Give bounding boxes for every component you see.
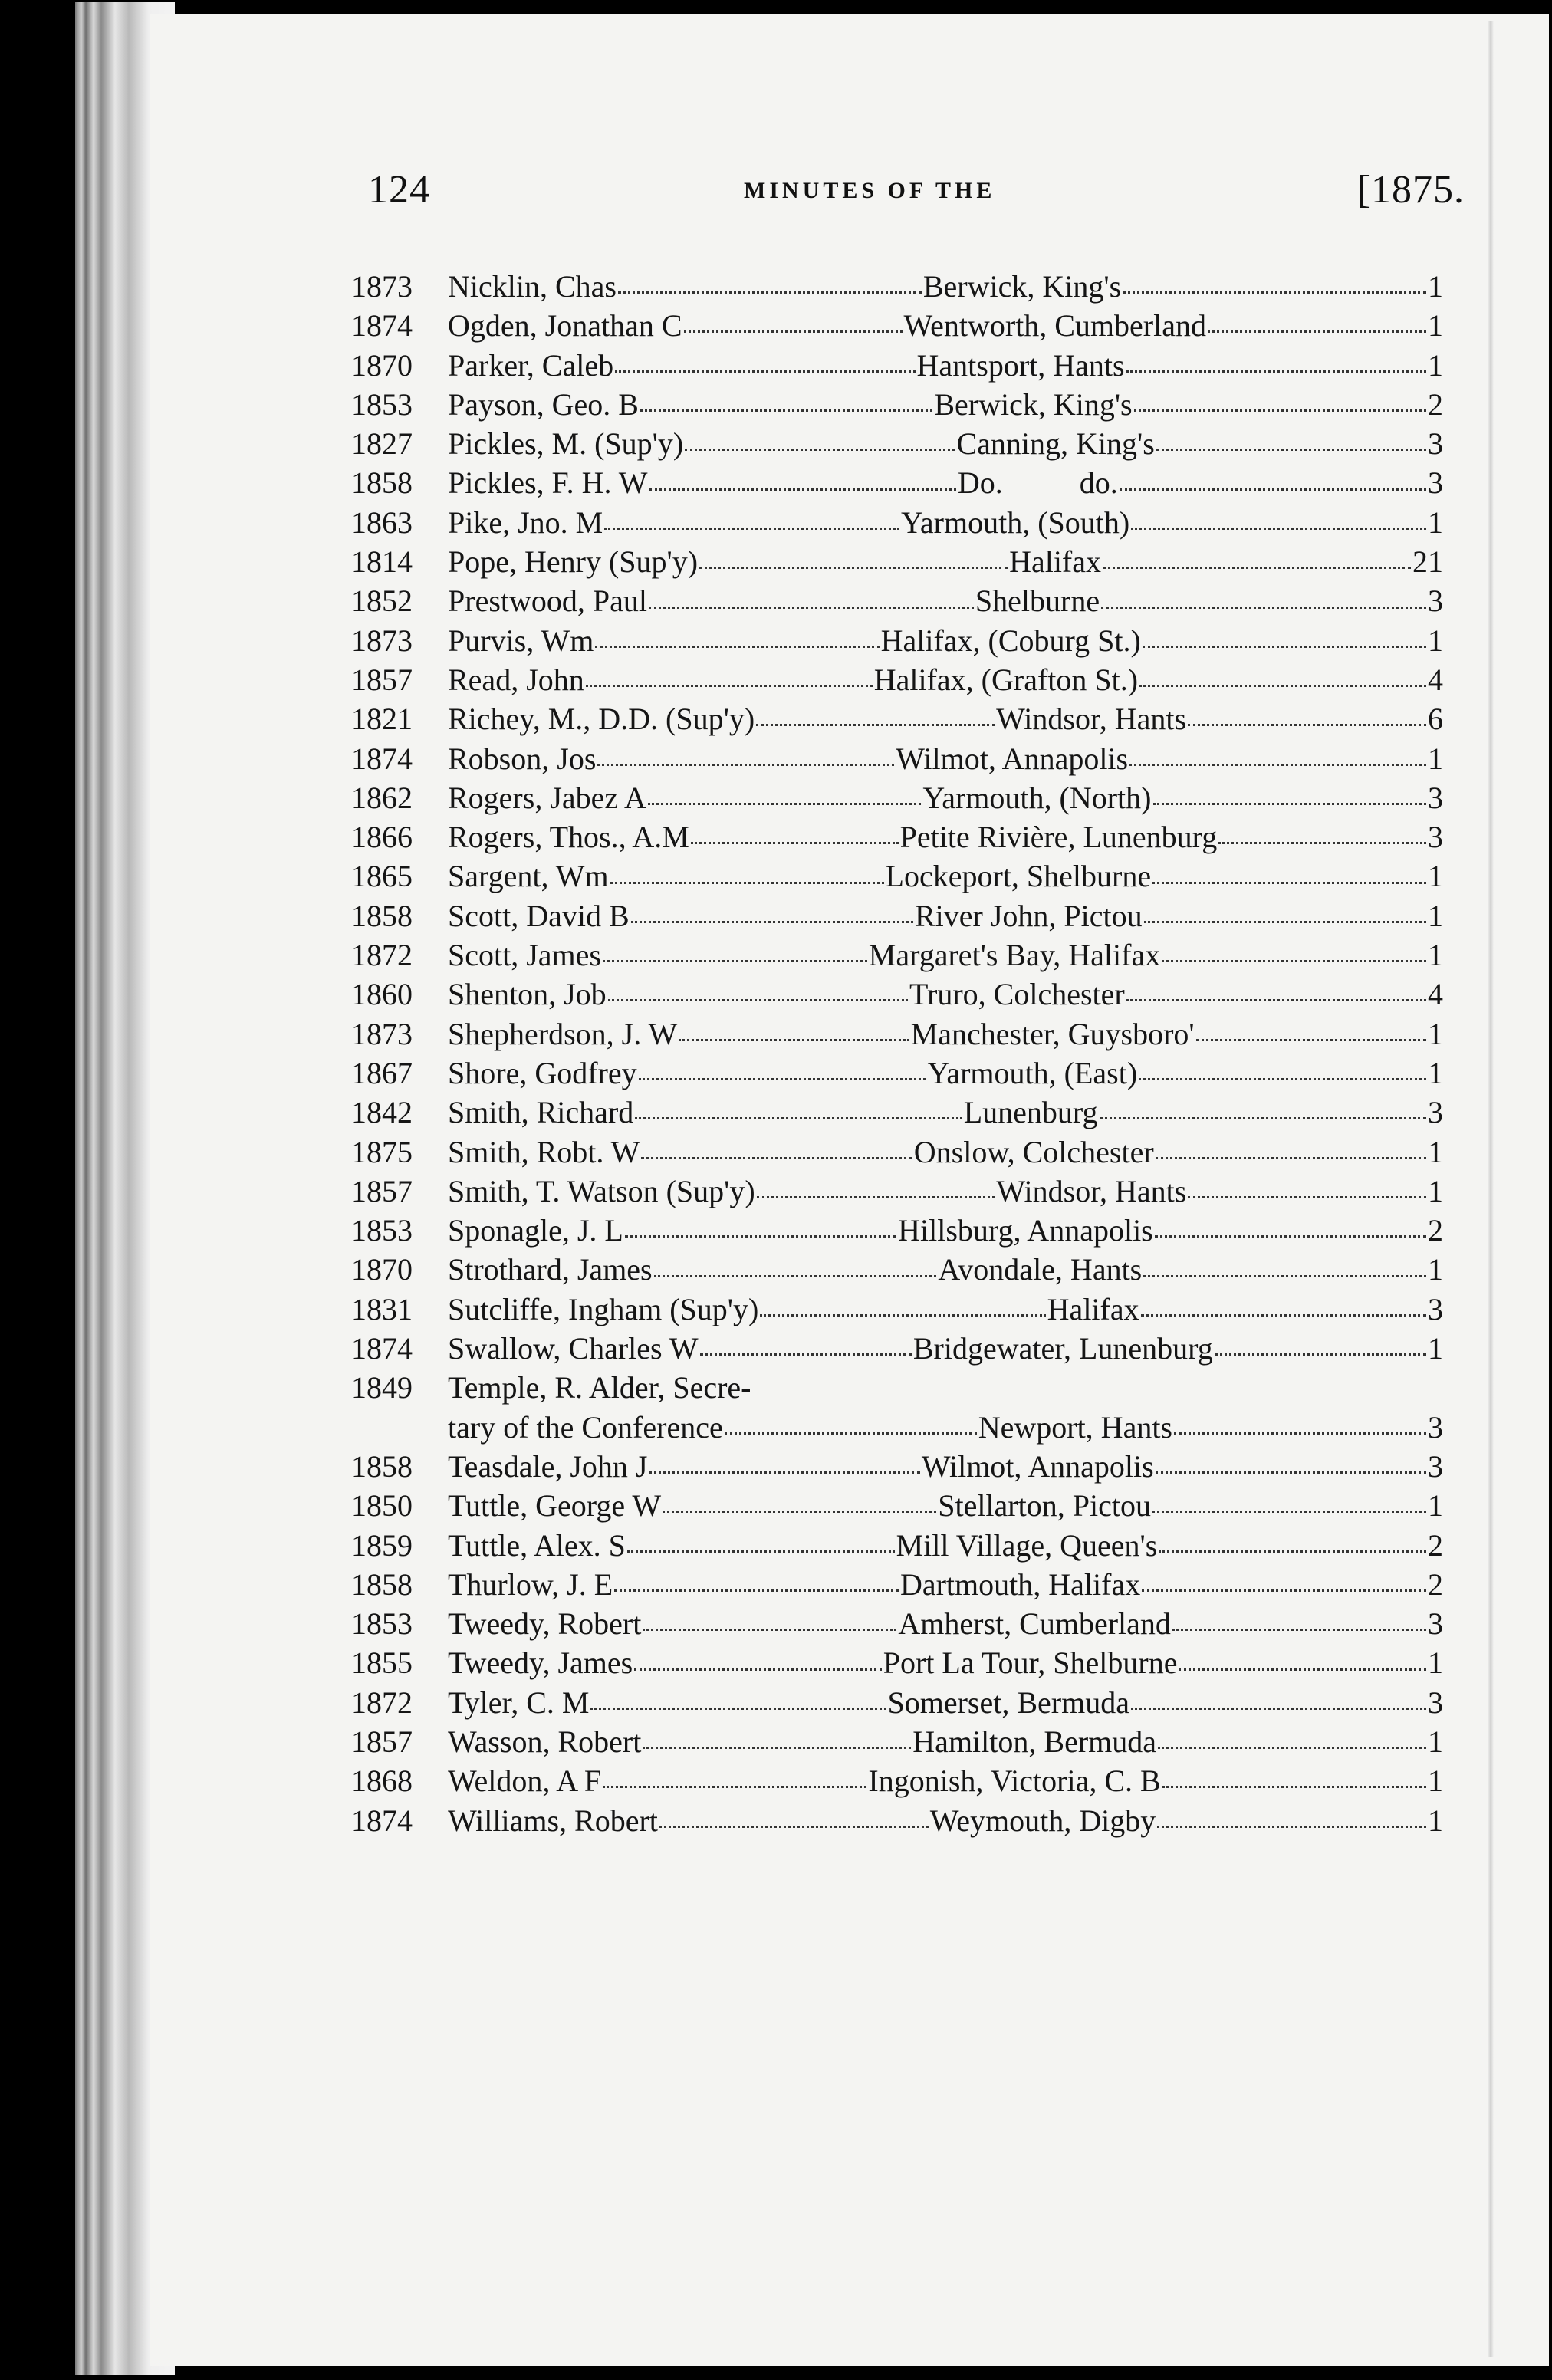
list-item (351, 1565, 1443, 1604)
years-count: 2 (1428, 1213, 1443, 1248)
minister-name: Tweedy, James (448, 1645, 633, 1681)
dot-leader (1100, 1117, 1427, 1119)
list-item (351, 542, 1443, 581)
dot-leader (1162, 960, 1426, 962)
dot-leader (603, 960, 867, 962)
years-count: 1 (1428, 1724, 1443, 1759)
years-count: 3 (1428, 1409, 1443, 1445)
station-name: Yarmouth, (East) (927, 1055, 1138, 1090)
station-name: Bridgewater, Lunenburg (912, 1331, 1213, 1366)
dot-leader (627, 1550, 895, 1553)
list-item (351, 385, 1443, 424)
dot-leader (595, 646, 879, 648)
dot-leader (603, 1786, 866, 1788)
dot-leader (604, 528, 899, 530)
minister-name: Pope, Henry (Sup'y) (448, 544, 699, 580)
entry-year: 1814 (351, 544, 413, 580)
minister-name: Pickles, M. (Sup'y) (448, 426, 684, 462)
station-name: Amherst, Cumberland (898, 1606, 1171, 1642)
station-name: Hillsburg, Annapolis (898, 1213, 1153, 1248)
years-count: 4 (1428, 977, 1444, 1012)
dot-leader (1155, 1235, 1426, 1238)
list-item (351, 1014, 1443, 1054)
years-count: 1 (1428, 938, 1443, 973)
entry-year: 1862 (351, 780, 413, 815)
dot-leader (1143, 646, 1426, 648)
minister-name: Sponagle, J. L (448, 1213, 623, 1248)
station-name: Yarmouth, (South) (901, 505, 1130, 540)
minister-name: Smith, Robt. W (448, 1134, 640, 1169)
station-name: Wilmot, Annapolis (921, 1448, 1154, 1484)
minister-name: Temple, R. Alder, Secre- (448, 1370, 751, 1405)
years-count: 1 (1428, 1645, 1443, 1681)
dot-leader (634, 1668, 882, 1671)
minister-name: Tweedy, Robert (448, 1606, 642, 1642)
dot-leader (1131, 528, 1426, 530)
minister-name: Rogers, Thos., A.M (448, 820, 689, 855)
list-item (351, 1172, 1443, 1211)
station-name: Truro, Colchester (909, 977, 1125, 1012)
list-item (351, 1132, 1443, 1172)
station-name: Wilmot, Annapolis (896, 741, 1129, 776)
entry-year: 1860 (351, 977, 413, 1012)
entry-year: 1831 (351, 1291, 413, 1326)
list-item (351, 1250, 1443, 1289)
station-name: Stellarton, Pictou (938, 1488, 1151, 1524)
dot-leader (643, 1629, 896, 1631)
minister-name: Williams, Robert (448, 1803, 658, 1838)
station-name: Halifax (1047, 1291, 1139, 1326)
minister-name: Swallow, Charles W (448, 1331, 699, 1366)
dot-leader (756, 724, 995, 726)
entry-year: 1873 (351, 623, 413, 658)
list-item (351, 935, 1443, 975)
minister-name: Smith, Richard (448, 1095, 634, 1130)
station-name: Yarmouth, (North) (922, 780, 1152, 815)
years-count: 1 (1428, 347, 1444, 383)
years-count: 3 (1428, 1291, 1443, 1326)
entry-year: 1872 (351, 1685, 413, 1720)
running-title: MINUTES OF THE (744, 178, 996, 203)
years-count: 3 (1428, 1606, 1443, 1642)
station-name: Windsor, Hants (996, 1173, 1187, 1208)
dot-leader (625, 1235, 896, 1238)
dot-leader (1172, 1629, 1426, 1631)
list-item (351, 778, 1443, 817)
years-count: 1 (1428, 741, 1444, 776)
dot-leader (615, 370, 915, 373)
entry-year: 1858 (351, 1566, 413, 1602)
dot-leader (648, 803, 922, 805)
years-count: 1 (1428, 1488, 1444, 1524)
entry-year: 1858 (351, 898, 413, 933)
header-year: [1875. (1356, 168, 1465, 212)
ministers-list (351, 267, 1443, 1840)
station-name: Hantsport, Hants (916, 347, 1125, 383)
list-item (351, 817, 1443, 856)
station-name: Shelburne (975, 583, 1100, 619)
station-name: Halifax, (Coburg St.) (880, 623, 1141, 658)
list-item (351, 463, 1443, 502)
years-count: 4 (1428, 662, 1444, 697)
station-name: Somerset, Bermuda (887, 1685, 1129, 1720)
entry-year: 1867 (351, 1055, 413, 1090)
list-item (351, 1054, 1443, 1093)
minister-name: Ogden, Jonathan C (448, 308, 682, 344)
minister-name: Sutcliffe, Ingham (Sup'y) (448, 1291, 759, 1326)
years-count: 21 (1412, 544, 1444, 580)
dot-leader (1152, 1511, 1426, 1513)
list-item (351, 346, 1443, 385)
entry-year: 1873 (351, 269, 413, 304)
entry-year: 1868 (351, 1764, 413, 1799)
list-item (351, 1093, 1443, 1132)
dot-leader (1158, 1747, 1426, 1749)
years-count: 1 (1428, 623, 1444, 658)
dot-leader (1129, 764, 1426, 766)
entry-year: 1855 (351, 1645, 413, 1681)
station-name: Berwick, King's (922, 269, 1122, 304)
entry-year: 1827 (351, 426, 413, 462)
dot-leader (1208, 330, 1426, 333)
years-count: 1 (1428, 1803, 1443, 1838)
station-name: Lunenburg (963, 1095, 1098, 1130)
entry-year: 1874 (351, 1331, 413, 1366)
station-name: Halifax (1009, 544, 1102, 580)
dot-leader (1141, 1314, 1426, 1317)
station-name: Manchester, Guysboro' (910, 1016, 1195, 1051)
minister-name: Shenton, Job (448, 977, 607, 1012)
minister-name: Richey, M., D.D. (Sup'y) (448, 702, 755, 737)
list-item (351, 739, 1443, 778)
list-item (351, 1211, 1443, 1250)
entry-year: 1859 (351, 1527, 413, 1563)
dot-leader (1157, 1826, 1426, 1828)
years-count: 1 (1428, 269, 1444, 304)
years-count: 1 (1428, 308, 1443, 344)
years-count: 3 (1428, 426, 1444, 462)
entry-year: 1866 (351, 820, 413, 855)
list-item (351, 503, 1443, 542)
minister-name: Purvis, Wm (448, 623, 594, 658)
dot-leader (631, 921, 913, 923)
list-item (351, 1683, 1443, 1722)
list-item (351, 1329, 1443, 1368)
dot-leader (1152, 882, 1426, 884)
dot-leader (1196, 1039, 1426, 1041)
entry-year: 1872 (351, 938, 413, 973)
station-name: Halifax, (Grafton St.) (873, 662, 1139, 697)
dot-leader (1162, 1786, 1426, 1788)
dot-leader (1188, 1196, 1426, 1198)
years-count: 1 (1428, 898, 1443, 933)
years-count: 3 (1428, 583, 1443, 619)
dot-leader (757, 1196, 995, 1198)
list-item (351, 896, 1443, 935)
entry-year: 1865 (351, 859, 413, 894)
dot-leader (635, 1117, 962, 1119)
dot-leader (643, 1747, 911, 1749)
dot-leader (1179, 1668, 1426, 1671)
minister-name: Read, John (448, 662, 584, 697)
minister-name: Tyler, C. M (448, 1685, 590, 1720)
station-name: Weymouth, Digby (929, 1803, 1156, 1838)
dot-leader (1131, 1708, 1426, 1710)
minister-name: Robson, Jos (448, 741, 597, 776)
dot-leader (685, 449, 955, 451)
minister-name: Scott, James (448, 938, 601, 973)
station-name: Wentworth, Cumberland (903, 308, 1206, 344)
entry-year: 1853 (351, 1606, 413, 1642)
minister-name: Rogers, Jabez A (448, 780, 646, 815)
list-item (351, 856, 1443, 896)
dot-leader (1134, 409, 1426, 412)
dot-leader (1188, 724, 1426, 726)
years-count: 1 (1428, 1331, 1444, 1366)
station-name: Lockeport, Shelburne (885, 859, 1152, 894)
years-count: 1 (1428, 1252, 1444, 1287)
dot-leader (1139, 685, 1426, 687)
dot-leader (608, 999, 908, 1001)
years-count: 3 (1428, 465, 1443, 501)
dot-leader (700, 1353, 912, 1356)
years-count: 2 (1428, 1566, 1443, 1602)
station-name: River John, Pictou (915, 898, 1143, 933)
years-count: 3 (1428, 780, 1444, 815)
entry-year: 1870 (351, 347, 413, 383)
station-name: Port La Tour, Shelburne (883, 1645, 1178, 1681)
minister-name: Smith, T. Watson (Sup'y) (448, 1173, 755, 1208)
list-item (351, 1643, 1443, 1682)
list-item (351, 267, 1443, 306)
dot-leader (1103, 567, 1411, 569)
entry-year: 1842 (351, 1095, 413, 1130)
page-number: 124 (368, 168, 430, 212)
years-count: 2 (1428, 386, 1444, 422)
minister-name: Weldon, A F (448, 1764, 602, 1799)
entry-year: 1858 (351, 1448, 413, 1484)
station-name: Mill Village, Queen's (896, 1527, 1158, 1563)
years-count: 3 (1428, 1095, 1444, 1130)
entry-year: 1858 (351, 465, 413, 501)
dot-leader (1156, 1157, 1426, 1159)
station-name: Ingonish, Victoria, C. B (868, 1764, 1161, 1799)
minister-name: Shepherdson, J. W (448, 1016, 678, 1051)
dot-leader (1174, 1432, 1426, 1435)
minister-name: Tuttle, Alex. S (448, 1527, 626, 1563)
dot-leader (1101, 607, 1426, 609)
years-count: 1 (1428, 505, 1443, 540)
minister-name: Strothard, James (448, 1252, 653, 1287)
station-name: Newport, Hants (978, 1409, 1172, 1445)
list-item (351, 1801, 1443, 1840)
entry-year: 1863 (351, 505, 413, 540)
dot-leader (1153, 803, 1427, 805)
minister-name: Sargent, Wm (448, 859, 609, 894)
list-item (351, 1290, 1443, 1329)
station-name: Hamilton, Bermuda (912, 1724, 1157, 1759)
entry-year: 1873 (351, 1016, 413, 1051)
years-count: 3 (1428, 1685, 1444, 1720)
dot-leader (649, 607, 974, 609)
list-item (351, 1408, 1443, 1447)
list-item (351, 1486, 1443, 1525)
list-item (351, 581, 1443, 620)
minister-name: Prestwood, Paul (448, 583, 647, 619)
dot-leader (1142, 1589, 1426, 1592)
station-name: Avondale, Hants (938, 1252, 1143, 1287)
list-item (351, 306, 1443, 345)
dot-leader (691, 842, 899, 844)
entry-year: 1821 (351, 702, 413, 737)
entry-year: 1857 (351, 662, 413, 697)
dot-leader (597, 764, 894, 766)
dot-leader (1156, 1471, 1426, 1474)
dot-leader (1215, 1353, 1426, 1356)
entry-year: 1874 (351, 741, 413, 776)
dot-leader (1126, 999, 1426, 1001)
minister-name: Thurlow, J. E (448, 1566, 613, 1602)
dot-leader (684, 330, 903, 333)
dot-leader (1144, 921, 1426, 923)
years-count: 1 (1428, 1173, 1443, 1208)
entry-year: 1857 (351, 1724, 413, 1759)
list-item (351, 1761, 1443, 1800)
dot-leader (654, 1275, 937, 1277)
list-item (351, 1722, 1443, 1761)
dot-leader (659, 1826, 929, 1828)
minister-name: Shore, Godfrey (448, 1055, 637, 1090)
page-fold-shadow (1488, 21, 1494, 2357)
station-name: Margaret's Bay, Halifax (868, 938, 1161, 973)
entry-year: 1874 (351, 1803, 413, 1838)
dot-leader (614, 1589, 899, 1592)
entry-year: 1874 (351, 308, 413, 344)
years-count: 1 (1428, 859, 1444, 894)
dot-leader (725, 1432, 977, 1435)
list-item (351, 660, 1443, 699)
dot-leader (1218, 842, 1426, 844)
list-item (351, 1526, 1443, 1565)
entry-year: 1850 (351, 1488, 413, 1524)
years-count: 1 (1428, 1764, 1443, 1799)
minister-name: Pike, Jno. M (448, 505, 603, 540)
running-head (368, 167, 1472, 221)
dot-leader (699, 567, 1008, 569)
dot-leader (641, 1157, 912, 1159)
entry-year: 1870 (351, 1252, 413, 1287)
dot-leader (1156, 449, 1426, 451)
minister-name: Tuttle, George W (448, 1488, 662, 1524)
years-count: 1 (1428, 1055, 1443, 1090)
station-name: Berwick, King's (934, 386, 1133, 422)
entry-year: 1852 (351, 583, 413, 619)
dot-leader (639, 1078, 926, 1080)
minister-name: Scott, David B (448, 898, 630, 933)
station-name: Petite Rivière, Lunenburg (899, 820, 1218, 855)
dot-leader (1120, 488, 1426, 491)
station-name: Dartmouth, Halifax (899, 1566, 1141, 1602)
minister-name: tary of the Conference (448, 1409, 723, 1445)
dot-leader (590, 1708, 886, 1710)
dot-leader (1159, 1550, 1426, 1553)
dot-leader (640, 409, 932, 412)
entry-year: 1857 (351, 1173, 413, 1208)
minister-name: Pickles, F. H. W (448, 465, 648, 501)
dot-leader (649, 488, 956, 491)
dot-leader (649, 1471, 919, 1474)
dot-leader (1139, 1078, 1426, 1080)
years-count: 2 (1428, 1527, 1444, 1563)
station-name: Windsor, Hants (996, 702, 1187, 737)
years-count: 3 (1428, 820, 1443, 855)
dot-leader (1143, 1275, 1426, 1277)
list-item (351, 424, 1443, 463)
dot-leader (760, 1314, 1045, 1317)
years-count: 1 (1428, 1016, 1443, 1051)
list-item (351, 1447, 1443, 1486)
list-item (351, 621, 1443, 660)
list-item (351, 1368, 1443, 1407)
years-count: 1 (1428, 1134, 1443, 1169)
dot-leader (1126, 370, 1426, 373)
minister-name: Parker, Caleb (448, 347, 614, 383)
station-name: Onslow, Colchester (913, 1134, 1154, 1169)
minister-name: Payson, Geo. B (448, 386, 639, 422)
station-name: Canning, King's (956, 426, 1155, 462)
minister-name: Wasson, Robert (448, 1724, 642, 1759)
list-item (351, 699, 1443, 738)
list-item (351, 975, 1443, 1014)
dot-leader (610, 882, 884, 884)
entry-year: 1853 (351, 386, 413, 422)
entry-year: 1849 (351, 1370, 413, 1405)
years-count: 3 (1428, 1448, 1443, 1484)
dot-leader (618, 291, 922, 294)
list-item (351, 1604, 1443, 1643)
entry-year: 1875 (351, 1134, 413, 1169)
minister-name: Teasdale, John J (448, 1448, 648, 1484)
years-count: 6 (1428, 702, 1444, 737)
entry-year: 1853 (351, 1213, 413, 1248)
dot-leader (586, 685, 873, 687)
dot-leader (663, 1511, 936, 1513)
dot-leader (679, 1039, 909, 1041)
minister-name: Nicklin, Chas (448, 269, 617, 304)
station-name: Do. do. (957, 465, 1118, 501)
dot-leader (1123, 291, 1426, 294)
